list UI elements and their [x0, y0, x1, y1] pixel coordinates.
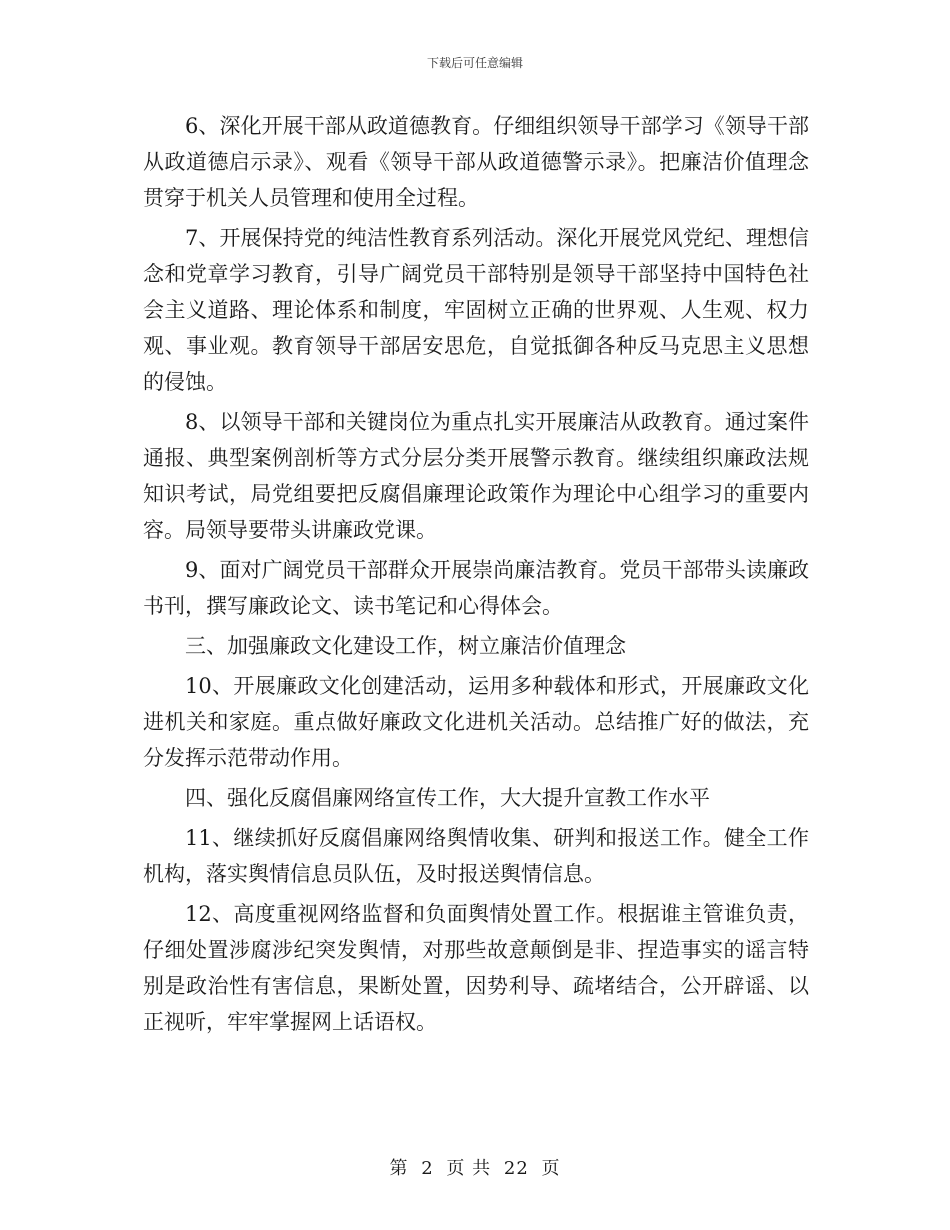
current-page-number: 2 [421, 1158, 434, 1179]
paragraph-10: 10、开展廉政文化创建活动，运用多种载体和形式，开展廉政文化进机关和家庭。重点做好廉政文化进机关活动。总结推广好的做法，充分发挥示范带动作用。 [143, 674, 809, 770]
paragraph-9: 9、面对广阔党员干部群众开展崇尚廉洁教育。党员干部带头读廉政书刊，撰写廉政论文、读书笔记和心得体会。 [143, 558, 809, 618]
paragraph-7: 7、开展保持党的纯洁性教育系列活动。深化开展党风党纪、理想信念和党章学习教育，引导广阔党员干部特别是领导干部坚持中国特色社会主义道路、理论体系和制度，牢固树立正确的世界观、人生观、权力观、事业观。教育领导干部居安思危，自觉抵御各种反马克思主义思想的侵蚀。 [143, 226, 809, 394]
footer-suffix: 页 [541, 1158, 561, 1179]
total-pages: 22 [503, 1158, 529, 1179]
document-body [143, 108, 809, 1040]
section-heading-4: 四、强化反腐倡廉网络宣传工作，大大提升宣教工作水平 [185, 786, 710, 810]
footer-prefix: 第 [389, 1158, 409, 1179]
paragraph-8: 8、以领导干部和关键岗位为重点扎实开展廉洁从政教育。通过案件通报、典型案例剖析等方式分层分类开展警示教育。继续组织廉政法规知识考试，局党组要把反腐倡廉理论政策作为理论中心组学习的重要内容。局领导要带头讲廉政党课。 [143, 410, 809, 542]
footer-middle: 页 共 [446, 1158, 492, 1179]
page-header: 下载后可任意编辑 [426, 56, 523, 70]
paragraph-11: 11、继续抓好反腐倡廉网络舆情收集、研判和报送工作。健全工作机构，落实舆情信息员队伍，及时报送舆情信息。 [143, 826, 809, 886]
paragraph-6: 6、深化开展干部从政道德教育。仔细组织领导干部学习《领导干部从政道德启示录》、观看《领导干部从政道德警示录》。把廉洁价值理念贯穿于机关人员管理和使用全过程。 [143, 114, 809, 210]
section-heading-3: 三、加强廉政文化建设工作，树立廉洁价值理念 [185, 634, 626, 658]
paragraph-12: 12、高度重视网络监督和负面舆情处置工作。根据谁主管谁负责，仔细处置涉腐涉纪突发舆情，对那些故意颠倒是非、捏造事实的谣言特别是政治性有害信息，果断处置，因势利导、疏堵结合，公开辟谣、以正视听，牢牢掌握网上话语权。 [143, 902, 809, 1034]
page-footer [0, 1154, 950, 1180]
